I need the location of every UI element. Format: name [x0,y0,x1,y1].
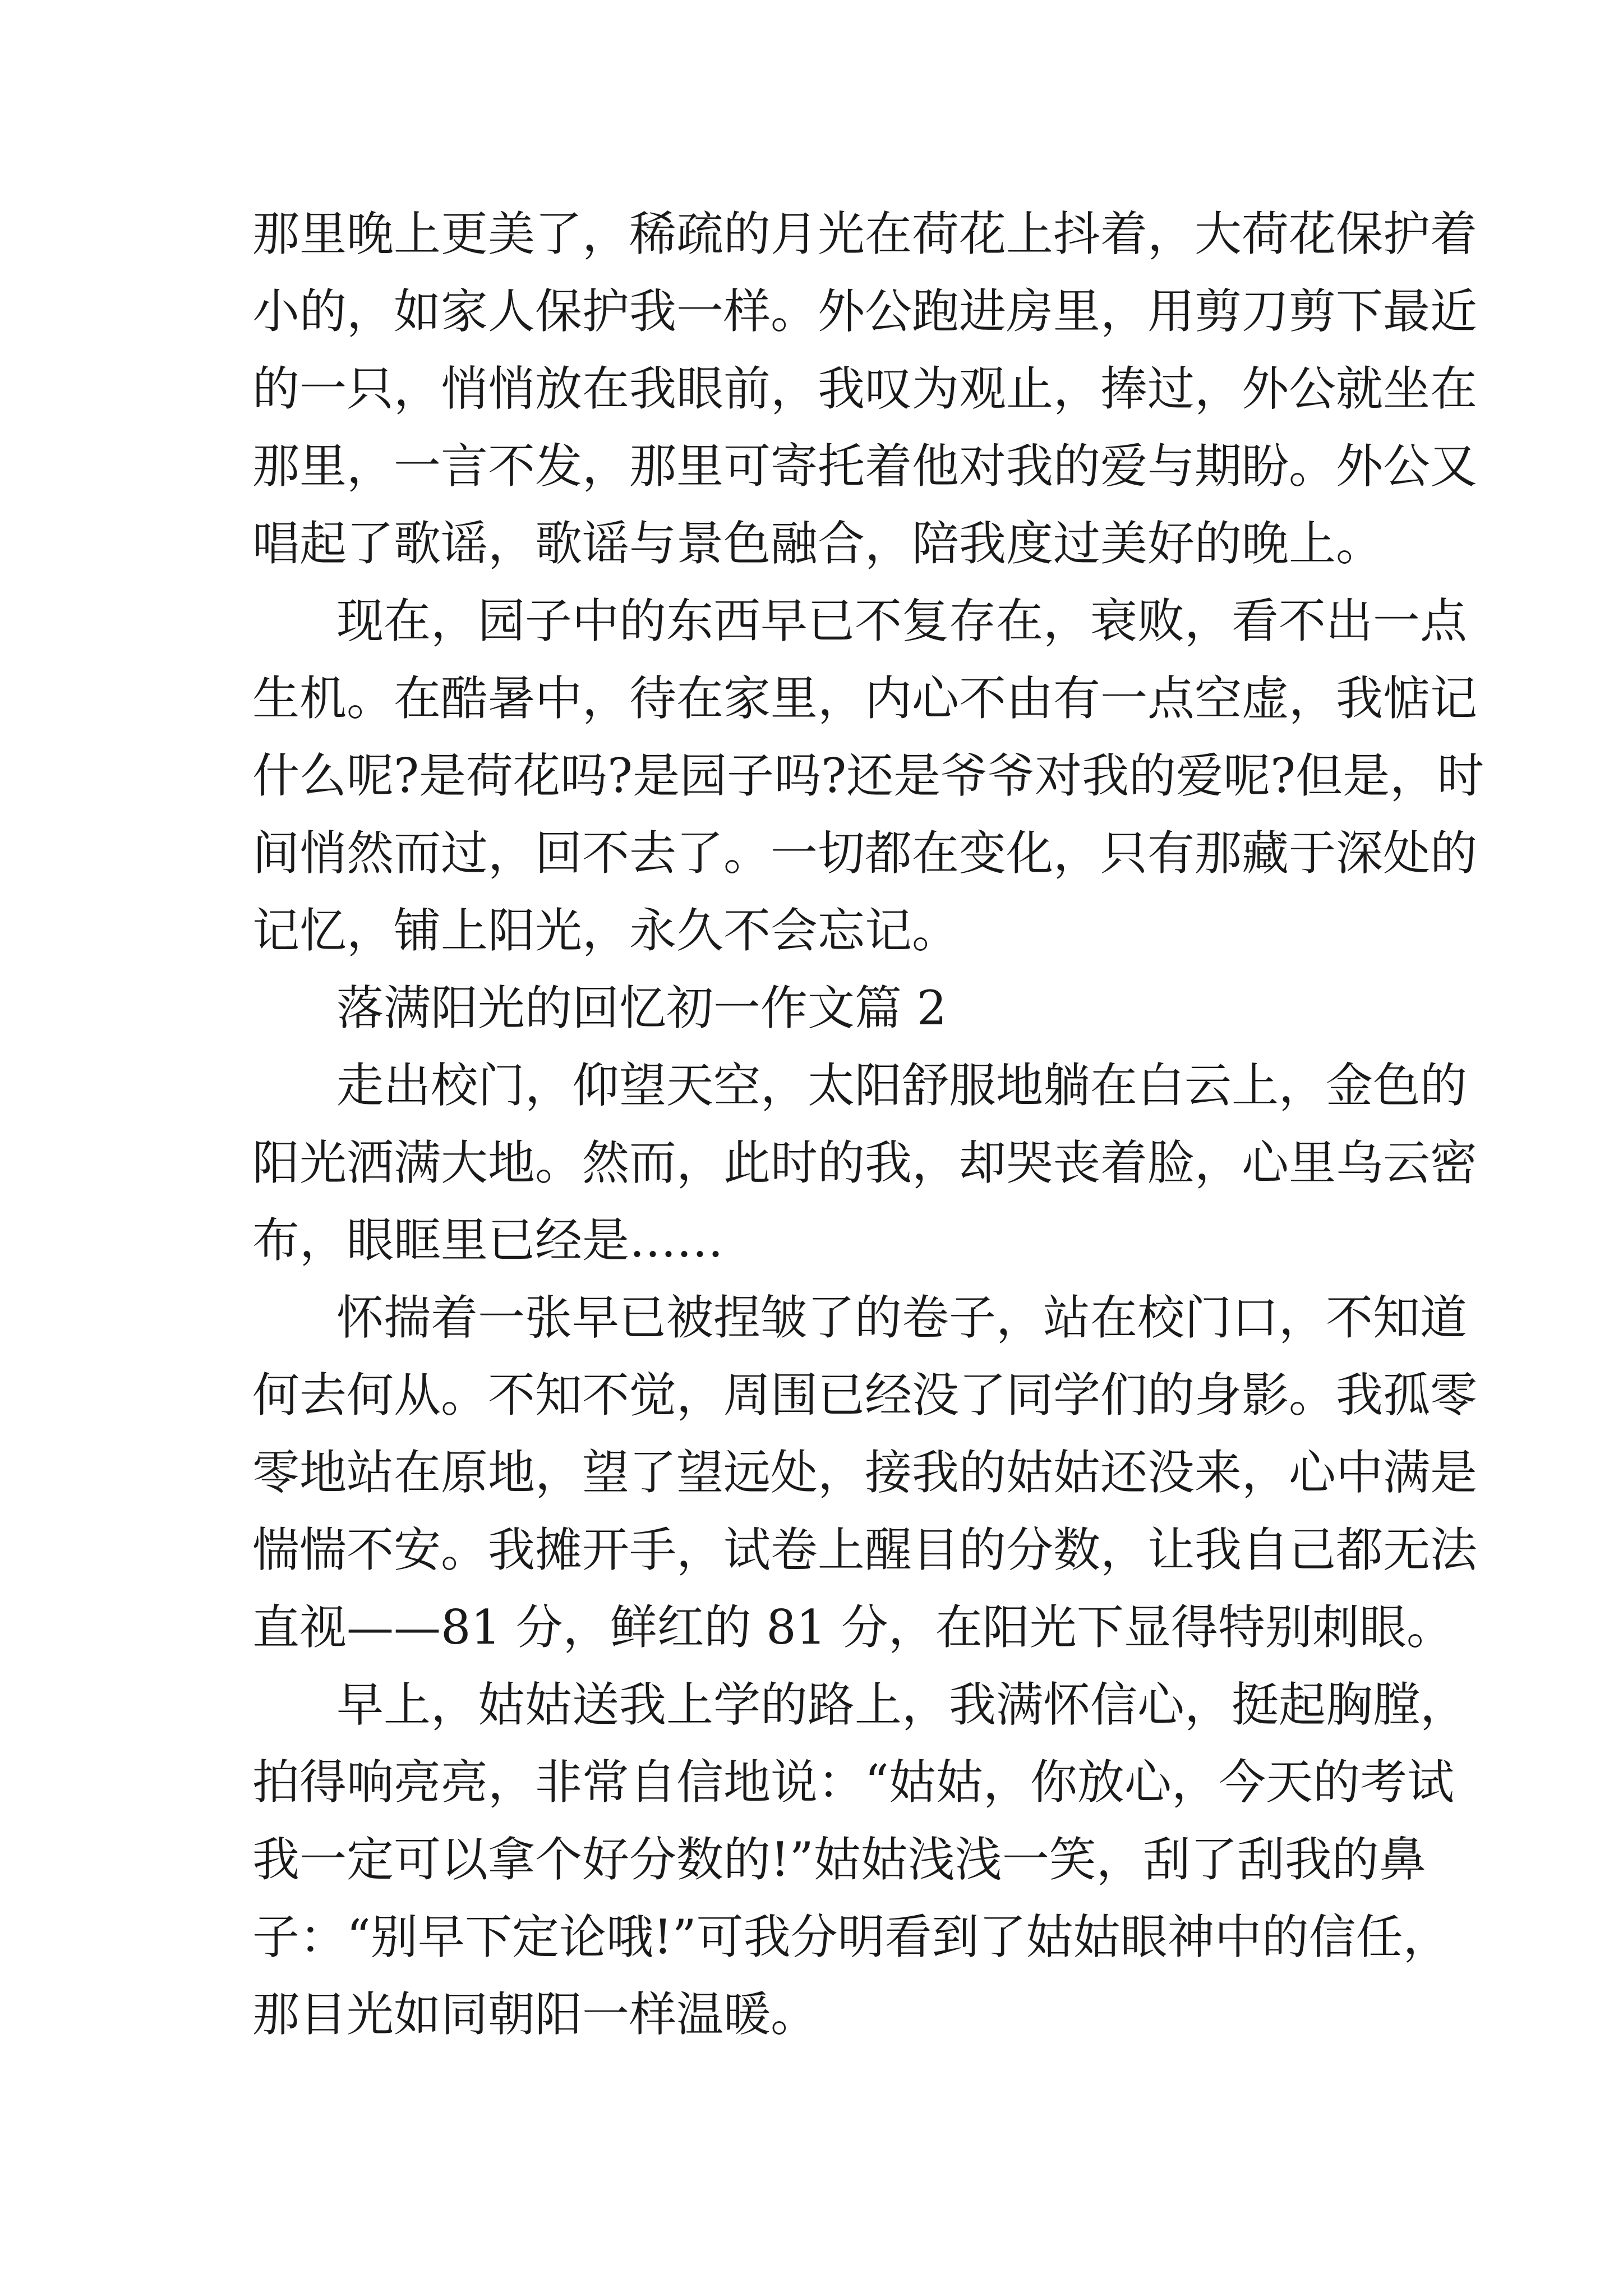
text-line: 小的，如家人保护我一样。外公跑进房里，用剪刀剪下最近 [252,284,1478,339]
text-line: 直视——81 分，鲜红的 81 分，在阳光下显得特别刺眼。 [252,1600,1454,1655]
section-heading [252,969,1380,1047]
text-line: 那里，一言不发，那里可寄托着他对我的爱与期盼。外公又 [252,439,1478,494]
text-line: 记忆，铺上阳光，永久不会忘记。 [252,903,960,958]
text-line: 何去何从。不知不觉，周围已经没了同学们的身影。我孤零 [252,1368,1478,1423]
paragraph [252,1666,1468,2053]
text-line: 阳光洒满大地。然而，此时的我，却哭丧着脸，心里乌云密 [252,1135,1478,1190]
text-line: 我一定可以拿个好分数的!”姑姑浅浅一笑，刮了刮我的鼻 [252,1832,1426,1887]
paragraph [252,582,1484,969]
heading-text: 落满阳光的回忆初一作文篇 2 [336,981,947,1036]
paragraph [252,1047,1478,1279]
text-line: 零地站在原地，望了望远处，接我的姑姑还没来，心中满是 [252,1445,1478,1500]
text-line: 生机。在酷暑中，待在家里，内心不由有一点空虚，我惦记 [252,671,1478,726]
paragraph [252,1279,1478,1666]
text-line: 现在，园子中的东西早已不复存在，衰败，看不出一点 [336,593,1468,648]
text-line: 唱起了歌谣，歌谣与景色融合，陪我度过美好的晚上。 [252,516,1384,571]
text-line: 子：“别早下定论哦!”可我分明看到了姑姑眼神中的信任， [252,1910,1450,1964]
text-line: 布，眼眶里已经是…… [252,1213,724,1268]
text-line: 那里晚上更美了，稀疏的月光在荷花上抖着，大荷花保护着 [252,206,1478,261]
text-line: 的一只，悄悄放在我眼前，我叹为观止，捧过，外公就坐在 [252,361,1478,416]
text-line: 什么呢?是荷花吗?是园子吗?还是爷爷对我的爱呢?但是，时 [252,748,1484,803]
text-line: 怀揣着一张早已被捏皱了的卷子，站在校门口，不知道 [336,1290,1468,1345]
text-line: 拍得响亮亮，非常自信地说：“姑姑，你放心，今天的考试 [252,1755,1454,1810]
text-line: 早上，姑姑送我上学的路上，我满怀信心，挺起胸膛， [336,1677,1468,1732]
text-line: 间悄然而过，回不去了。一切都在变化，只有那藏于深处的 [252,826,1478,881]
document-page [252,195,1484,2053]
text-line: 那目光如同朝阳一样温暖。 [252,1987,818,2042]
text-line: 惴惴不安。我摊开手，试卷上醒目的分数，让我自己都无法 [252,1522,1478,1577]
paragraph [252,195,1478,582]
text-line: 走出校门，仰望天空，太阳舒服地躺在白云上，金色的 [336,1058,1468,1113]
